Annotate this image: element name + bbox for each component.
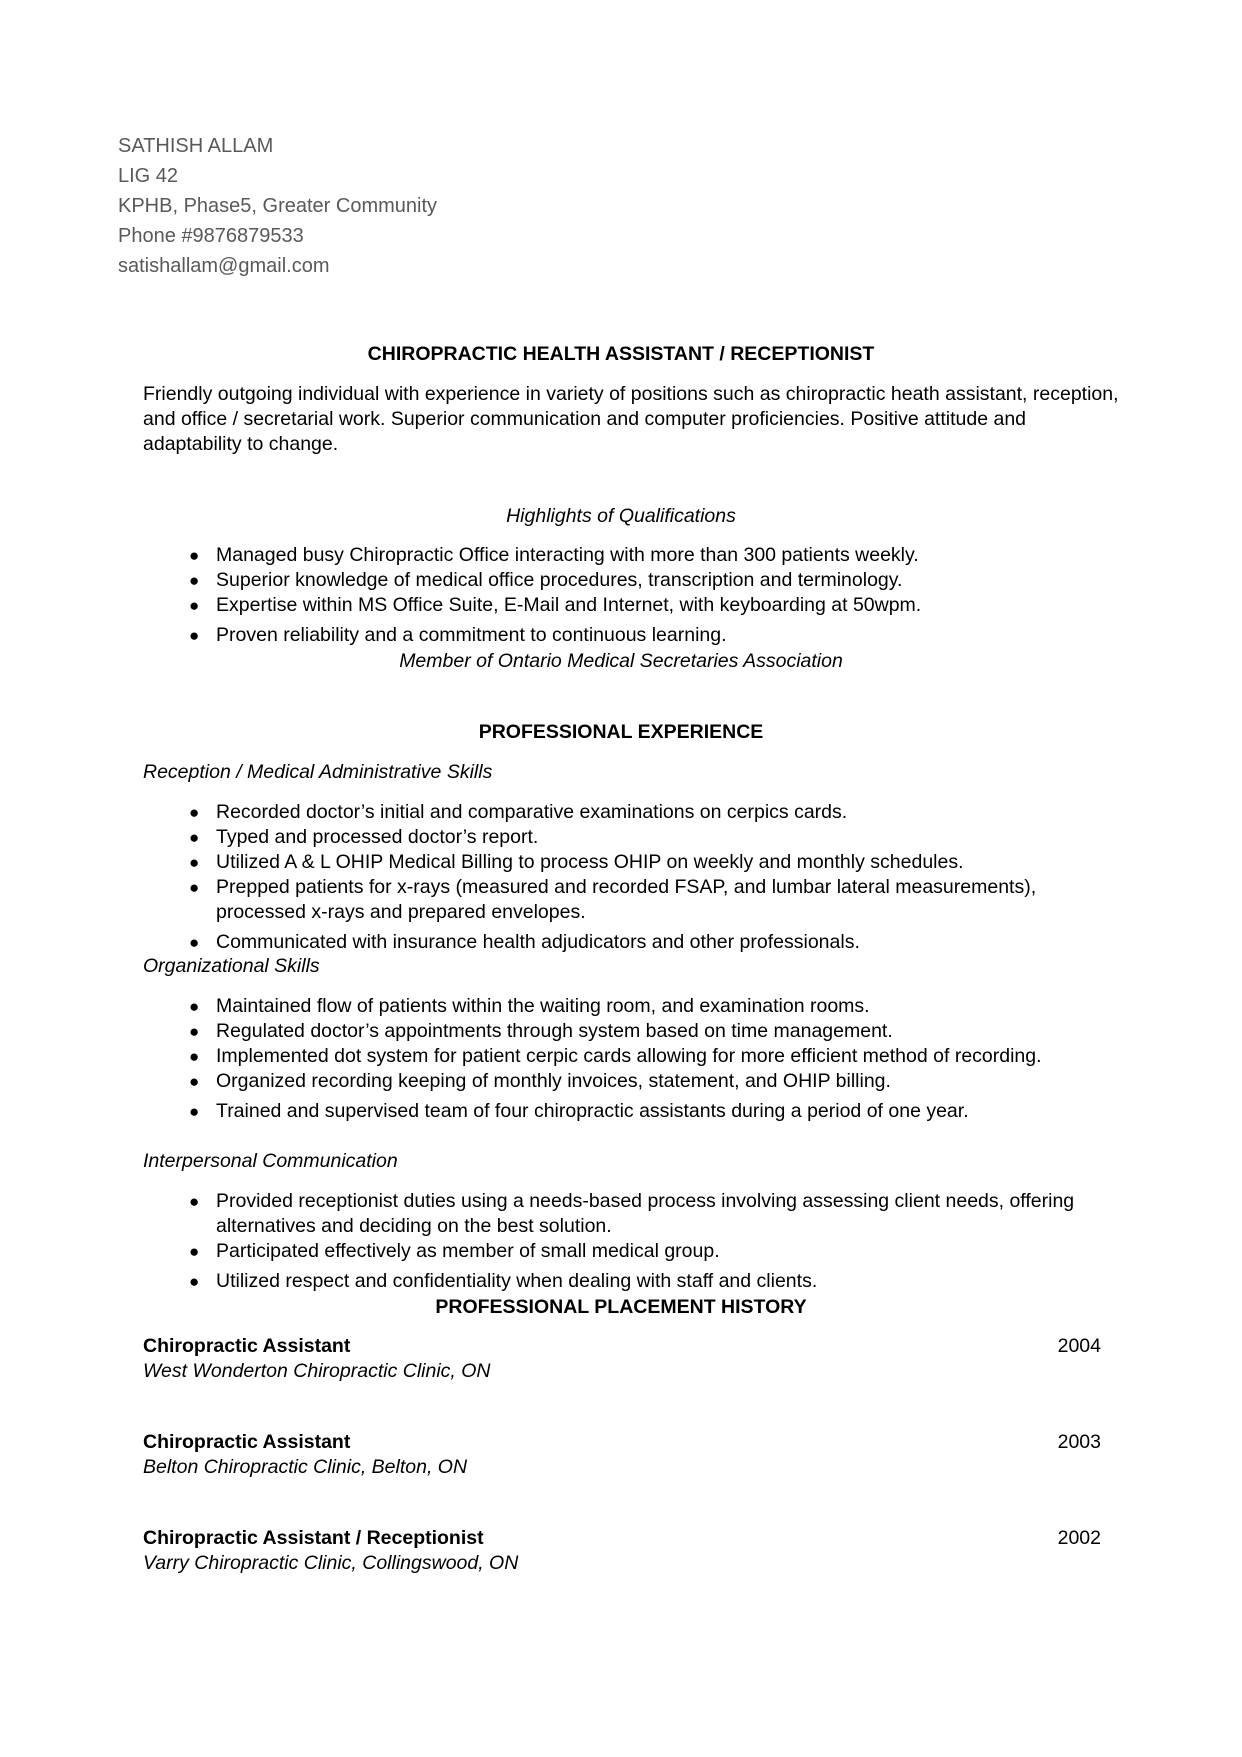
job-title: Chiropractic Assistant [143, 1431, 351, 1453]
list-item: ● Expertise within MS Office Suite, E-Mail and Internet, with keyboarding at 50wpm. [189, 594, 922, 616]
objective-title: CHIROPRACTIC HEALTH ASSISTANT / RECEPTIONIST [367, 343, 875, 365]
job-year: 2003 [1057, 1431, 1101, 1453]
bullet-icon: ● [189, 1272, 200, 1291]
job-title: Chiropractic Assistant [143, 1335, 351, 1357]
contact-address-line-2: KPHB, Phase5, Greater Community [118, 195, 438, 217]
contact-phone: Phone #9876879533 [118, 225, 304, 247]
bullet-icon: ● [189, 1047, 200, 1066]
list-item: ● Utilized respect and confidentiality when dealing with staff and clients. [189, 1270, 818, 1292]
job-year: 2002 [1057, 1527, 1101, 1549]
bullet-icon: ● [189, 626, 200, 645]
list-item: ● Proven reliability and a commitment to continuous learning. [189, 624, 727, 646]
job-place: West Wonderton Chiropractic Clinic, ON [143, 1360, 491, 1382]
bullet-icon: ● [189, 546, 200, 565]
bullet-icon: ● [189, 571, 200, 590]
interpersonal-heading: Interpersonal Communication [143, 1150, 398, 1172]
list-item: ● Recorded doctor’s initial and comparative examinations on cerpics cards. [189, 801, 848, 823]
contact-email: satishallam@gmail.com [118, 255, 330, 277]
contact-address-line-1: LIG 42 [118, 165, 179, 187]
contact-name: SATHISH ALLAM [118, 135, 274, 157]
bullet-icon: ● [189, 1102, 200, 1121]
list-item: ● Provided receptionist duties using a needs-based process involving assessing client needs, offering alternatives and deciding on the best solution. [189, 1190, 1075, 1237]
bullet-icon: ● [189, 1192, 200, 1211]
list-item: ● Typed and processed doctor’s report. [189, 826, 539, 848]
membership-note: Member of Ontario Medical Secretaries Association [399, 650, 843, 672]
list-item: ● Prepped patients for x-rays (measured and recorded FSAP, and lumbar lateral measurements), processed x-rays and prepared envelopes. [189, 876, 1037, 923]
experience-title: PROFESSIONAL EXPERIENCE [478, 721, 764, 743]
list-item: ● Utilized A & L OHIP Medical Billing to process OHIP on weekly and monthly schedules. [189, 851, 964, 873]
list-item: ● Managed busy Chiropractic Office interacting with more than 300 patients weekly. [189, 544, 919, 566]
list-item: ● Organized recording keeping of monthly invoices, statement, and OHIP billing. [189, 1070, 891, 1092]
bullet-icon: ● [189, 828, 200, 847]
list-item: ● Participated effectively as member of small medical group. [189, 1240, 720, 1262]
job-place: Belton Chiropractic Clinic, Belton, ON [143, 1456, 468, 1478]
list-item: ● Regulated doctor’s appointments through system based on time management. [189, 1020, 893, 1042]
placement-title: PROFESSIONAL PLACEMENT HISTORY [435, 1296, 807, 1318]
reception-skills-heading: Reception / Medical Administrative Skills [143, 761, 493, 783]
contact-block [118, 131, 437, 281]
objective-summary: Friendly outgoing individual with experience in variety of positions such as chiropractic heath assistant, reception, and office / secretarial work. Superior communication and computer proficiencies. Positive attitude and adaptability to change. [143, 383, 1119, 455]
bullet-icon: ● [189, 933, 200, 952]
list-item: ● Implemented dot system for patient cerpic cards allowing for more efficient method of recording. [189, 1045, 1042, 1067]
list-item: ● Maintained flow of patients within the waiting room, and examination rooms. [189, 995, 870, 1017]
bullet-icon: ● [189, 1242, 200, 1261]
bullet-icon: ● [189, 1022, 200, 1041]
job-place: Varry Chiropractic Clinic, Collingswood, ON [143, 1552, 519, 1574]
organizational-skills-list [183, 994, 1123, 1124]
list-item: ● Communicated with insurance health adjudicators and other professionals. [189, 931, 860, 953]
bullet-icon: ● [189, 596, 200, 615]
list-item: ● Superior knowledge of medical office procedures, transcription and terminology. [189, 569, 903, 591]
bullet-icon: ● [189, 878, 200, 897]
job-year: 2004 [1057, 1335, 1101, 1357]
job-title: Chiropractic Assistant / Receptionist [143, 1527, 484, 1549]
bullet-icon: ● [189, 803, 200, 822]
interpersonal-list [183, 1189, 1123, 1294]
reception-skills-list [183, 800, 1123, 955]
bullet-icon: ● [189, 997, 200, 1016]
bullet-icon: ● [189, 853, 200, 872]
highlights-list [183, 543, 1123, 648]
list-item: ● Trained and supervised team of four chiropractic assistants during a period of one year. [189, 1100, 969, 1122]
bullet-icon: ● [189, 1072, 200, 1091]
highlights-title: Highlights of Qualifications [506, 505, 736, 527]
organizational-skills-heading: Organizational Skills [143, 955, 320, 977]
